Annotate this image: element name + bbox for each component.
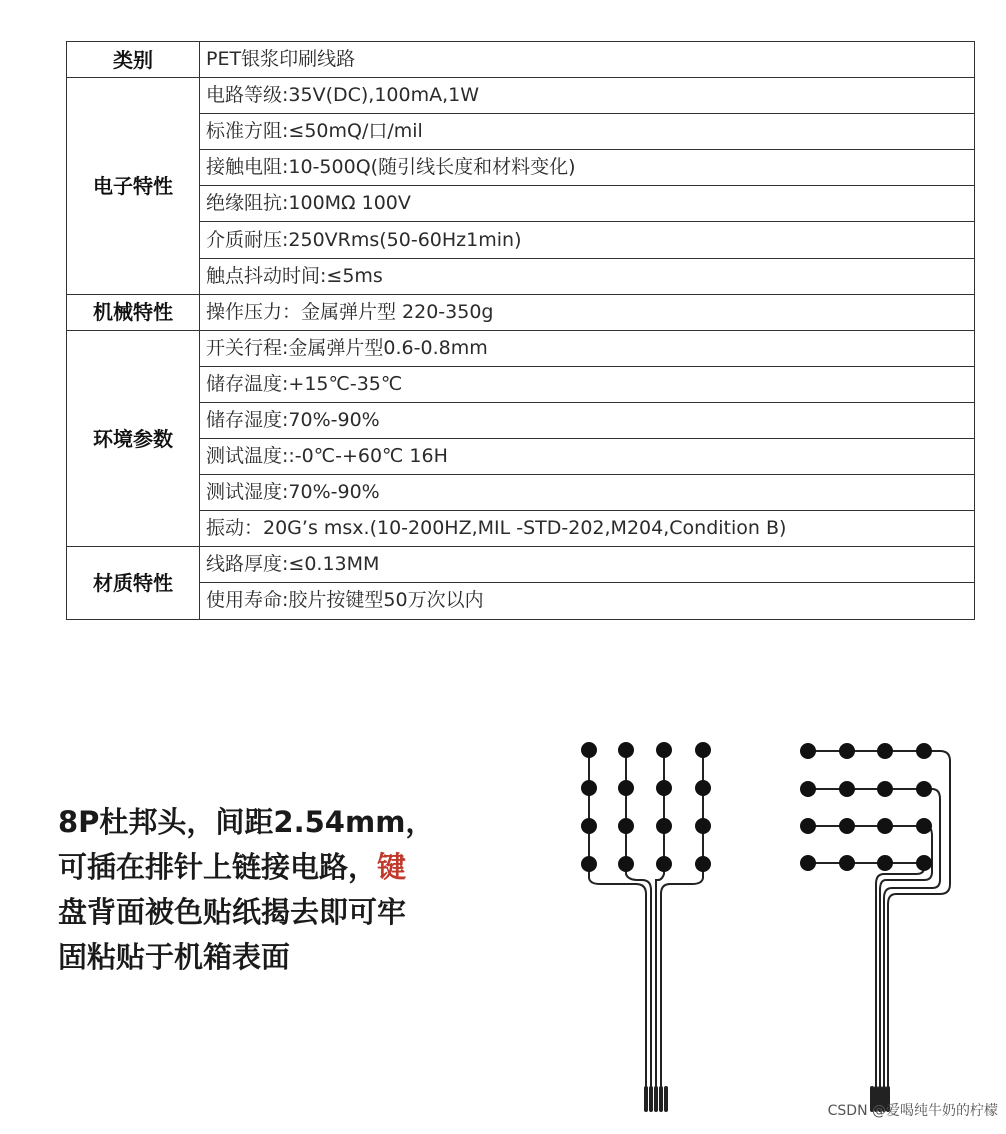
caption — [58, 800, 478, 980]
left-keypad-circuit — [589, 750, 703, 1110]
category-electrical: 电子特性 — [67, 78, 200, 295]
table-row — [67, 366, 975, 402]
spec-item: 测试湿度:70%-90% — [200, 475, 975, 511]
caption-line: 固粘贴于机箱表面 — [58, 940, 291, 974]
category-material: 材质特性 — [67, 547, 200, 619]
header-category: 类别 — [67, 42, 200, 78]
spec-item: 线路厚度:≤0.13MM — [200, 547, 975, 583]
spec-item: 接触电阻:10-500Q(随引线长度和材料变化) — [200, 150, 975, 186]
table-row — [67, 583, 975, 619]
table-row — [67, 258, 975, 294]
table-row — [67, 511, 975, 547]
caption-highlight: 键 — [377, 850, 407, 884]
spec-item: 电路等级:35V(DC),100mA,1W — [200, 78, 975, 114]
spec-item: 标准方阻:≤50mQ/口/mil — [200, 114, 975, 150]
table-row — [67, 78, 975, 114]
spec-item: 储存湿度:70%-90% — [200, 402, 975, 438]
table-row — [67, 402, 975, 438]
table-row — [67, 547, 975, 583]
table-row — [67, 475, 975, 511]
spec-item: 介质耐压:250VRms(50-60Hz1min) — [200, 222, 975, 258]
spec-item: 操作压力：金属弹片型 220-350g — [200, 294, 975, 330]
spec-item: 使用寿命:胶片按键型50万次以内 — [200, 583, 975, 619]
table-row — [67, 114, 975, 150]
caption-line — [58, 845, 478, 890]
spec-item: 开关行程:金属弹片型0.6-0.8mm — [200, 330, 975, 366]
left-keypad-dots — [581, 742, 711, 872]
table-row — [67, 222, 975, 258]
header-value: PET银浆印刷线路 — [200, 42, 975, 78]
right-keypad-dots — [800, 743, 932, 871]
keypad-circuit-diagrams — [560, 720, 980, 1120]
table-row — [67, 150, 975, 186]
table-header-row — [67, 42, 975, 78]
spec-item: 测试温度::-0℃-+60℃ 16H — [200, 439, 975, 475]
table-row — [67, 186, 975, 222]
caption-line: 盘背面被色贴纸揭去即可牢 — [58, 895, 407, 929]
table-row — [67, 294, 975, 330]
spec-item: 振动：20G’s msx.(10-200HZ,MIL -STD-202,M204,Condition B) — [200, 511, 975, 547]
spec-item: 触点抖动时间:≤5ms — [200, 258, 975, 294]
caption-line: 8P杜邦头，间距2.54mm， — [58, 805, 435, 839]
category-environment: 环境参数 — [67, 330, 200, 547]
watermark: CSDN @爱喝纯牛奶的柠檬 — [827, 1103, 998, 1119]
caption-text: 可插在排针上链接电路， — [58, 850, 378, 884]
spec-item: 储存温度:+15℃-35℃ — [200, 366, 975, 402]
right-keypad-circuit — [808, 751, 950, 1110]
spec-table — [66, 41, 975, 620]
table-row — [67, 330, 975, 366]
table-row — [67, 439, 975, 475]
category-mechanical: 机械特性 — [67, 294, 200, 330]
spec-item: 绝缘阻抗:100MΩ 100V — [200, 186, 975, 222]
